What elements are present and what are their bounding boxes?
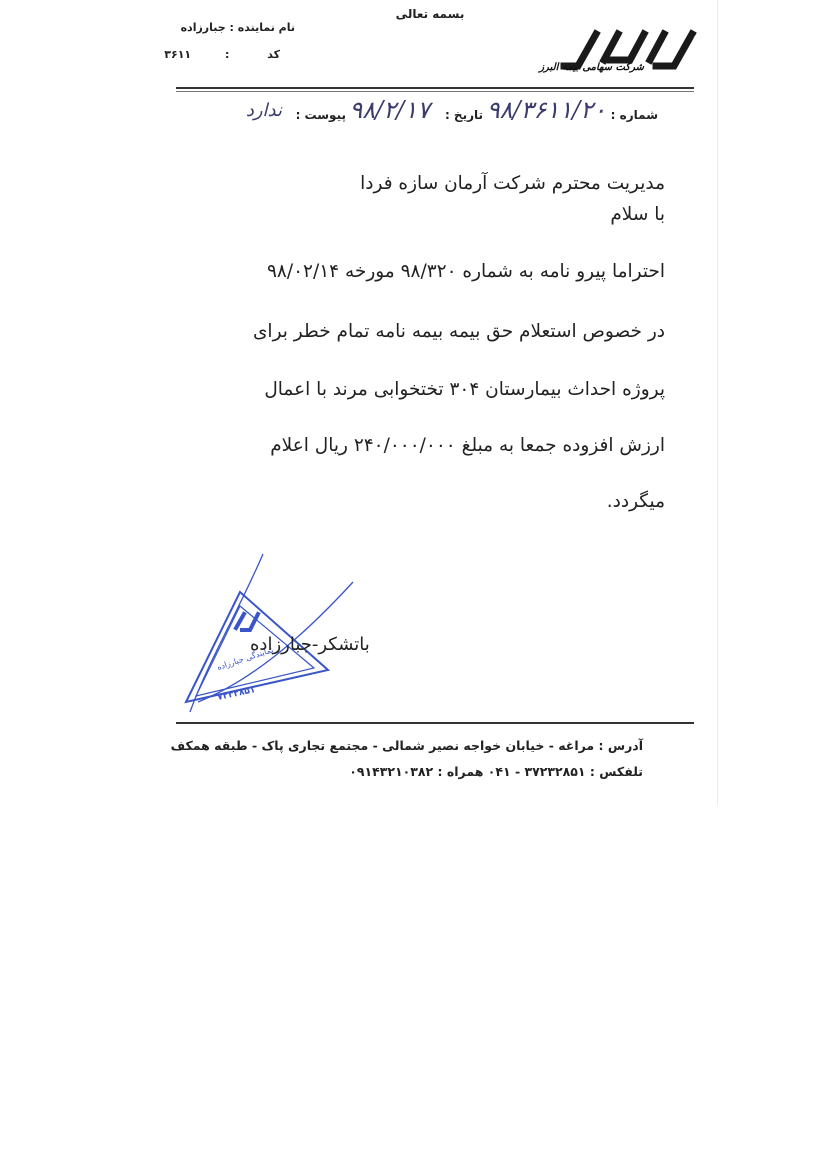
code-label: کد <box>267 48 280 61</box>
number-value: ۹۸/۳۶۱۱/۲۰ <box>486 96 606 124</box>
bismillah-heading: بسمه تعالی <box>395 7 465 21</box>
date-label: تاریخ : <box>444 108 483 122</box>
footer-address: آدرس : مراغه - خیابان خواجه نصیر شمالی - مجتمع تجاری پاک - طبقه همکف <box>170 738 643 753</box>
logo-letters: البرز <box>693 37 695 38</box>
representative-code <box>150 48 280 61</box>
body-line: احتراما پیرو نامه به شماره ۹۸/۳۲۰ مورخه ۹۸/۰۲/۱۴ <box>266 261 665 282</box>
signature-line: باتشکر-جبارزاده <box>250 634 370 655</box>
page-edge <box>717 0 718 805</box>
recipient-line: مدیریت محترم شرکت آرمان سازه فردا <box>360 173 665 194</box>
code-separator: : <box>224 48 230 61</box>
greeting-line: با سلام <box>610 204 665 225</box>
letter-meta <box>220 96 658 136</box>
stamp-caption: نمایندگی جبارزاده <box>215 645 275 672</box>
footer-phones: تلفکس : ۳۷۲۳۲۸۵۱ - ۰۴۱ همراه : ۰۹۱۴۳۲۱۰۳۸۲ <box>349 764 643 779</box>
body-line: ارزش افزوده جمعا به مبلغ ۲۴۰/۰۰۰/۰۰۰ ریال اعلام <box>270 435 665 456</box>
header-rule-thin <box>176 91 694 92</box>
body-line: در خصوص استعلام حق بیمه بیمه نامه تمام خطر برای <box>252 321 665 342</box>
company-logo <box>539 26 702 88</box>
number-label: شماره : <box>610 108 658 122</box>
company-name: شرکت سهامی بیمه البرز <box>539 62 644 73</box>
attachment-label: پیوست : <box>295 108 346 122</box>
representative-name: نام نماینده : جبارزاده <box>180 21 295 34</box>
body-line: پروژه احداث بیمارستان ۳۰۴ تختخوابی مرند با اعمال <box>264 379 665 400</box>
body-line: میگردد. <box>606 491 665 512</box>
date-value: ۹۸/۲/۱۷ <box>349 96 430 124</box>
footer-rule <box>176 722 694 724</box>
code-value: ۳۶۱۱ <box>164 48 192 61</box>
header-rule <box>176 87 694 89</box>
stamp-logo-text: البرز <box>178 552 180 553</box>
attachment-value: ندارد <box>245 100 282 121</box>
stamp-number: ۷۲۳۲۸۵۱ <box>216 685 257 703</box>
